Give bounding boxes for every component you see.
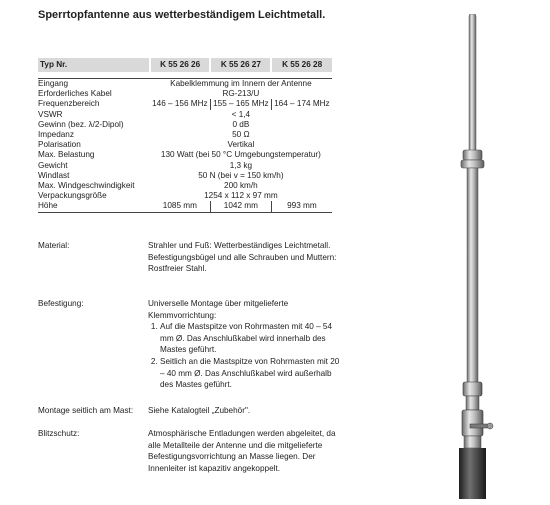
row-value: < 1,4: [231, 109, 251, 119]
material-text-1: Strahler und Fuß: Wetterbeständiges Leichtmetall.: [148, 241, 331, 250]
row-value: 993 mm: [271, 201, 332, 212]
befestigung-list: [148, 321, 343, 391]
row-value: Kabelklemmung im Innern der Antenne: [150, 79, 332, 90]
row-label: Polarisation: [38, 140, 81, 150]
header-model-2: K 55 26 27: [210, 58, 271, 72]
table-row: [38, 140, 332, 150]
row-value: Vertikal: [227, 140, 255, 150]
blitzschutz-label: Blitzschutz:: [38, 429, 80, 438]
table-row: [38, 191, 332, 201]
row-value: 155 – 165 MHz: [210, 99, 271, 109]
row-value: 1,3 kg: [229, 160, 253, 170]
blitzschutz-text: Atmosphärische Entladungen werden abgeleitet, da alle Metallteile der Antenne und die mitgelieferte Befestigungsvorrichtung an Masse liegen. Der Innenleiter ist kapazitiv angekoppelt.: [148, 429, 336, 473]
row-label: Eingang: [38, 79, 150, 90]
row-label: Höhe: [38, 201, 150, 212]
table-row: [38, 150, 332, 160]
row-label: Frequenzbereich: [38, 99, 100, 109]
table-row: [38, 130, 332, 140]
row-value: 1254 x 112 x 97 mm: [204, 191, 278, 201]
row-value: 1085 mm: [150, 201, 211, 212]
header-type: Typ Nr.: [38, 58, 150, 72]
row-value: 50 N (bei v = 150 km/h): [198, 170, 284, 180]
material-label: Material:: [38, 241, 70, 250]
row-value: 130 Watt (bei 50 °C Umgebungstemperatur): [160, 150, 321, 160]
row-value: 50 Ω: [232, 130, 250, 140]
row-value: 164 – 174 MHz: [271, 99, 332, 109]
header-model-1: K 55 26 26: [150, 58, 211, 72]
row-label: Impedanz: [38, 130, 74, 140]
row-label: Verpackungsgröße: [38, 191, 107, 201]
table-row: [38, 110, 332, 120]
table-row: [38, 89, 332, 99]
row-label: VSWR: [38, 109, 63, 119]
table-row: [38, 171, 332, 181]
table-row: [38, 79, 332, 90]
table-row: [38, 201, 332, 212]
list-item: 1. Auf die Mastspitze von Rohrmasten mit 40 – 54 mm Ø. Das Anschlußkabel wird innerhalb des Mastes geführt.: [160, 321, 343, 356]
spec-table: [38, 58, 332, 213]
table-row: [38, 161, 332, 171]
antenna-image: [440, 14, 510, 499]
header-model-3: K 55 26 28: [271, 58, 332, 72]
row-value: 0 dB: [232, 119, 250, 129]
row-value: 1042 mm: [210, 201, 271, 212]
row-value: 146 – 156 MHz: [152, 99, 208, 109]
page-title: Sperrtopfantenne aus wetterbeständigem Leichtmetall.: [38, 9, 326, 21]
row-label: Gewicht: [38, 160, 68, 170]
row-label: Gewinn (bez. λ/2-Dipol): [38, 119, 124, 129]
row-value: RG-213/U: [222, 89, 260, 99]
montage-text: Siehe Katalogteil „Zubehör".: [148, 406, 251, 415]
table-row: [38, 181, 332, 191]
montage-label: Montage seitlich am Mast:: [38, 406, 134, 415]
list-item: 2. Seitlich an die Mastspitze von Rohrmasten mit 20 – 40 mm Ø. Das Anschlußkabel wird außerhalb des Mastes geführt.: [160, 356, 343, 391]
row-label: Max. Belastung: [38, 150, 95, 160]
befestigung-label: Befestigung:: [38, 299, 84, 308]
befestigung-intro: Universelle Montage über mitgelieferte Klemmvorrichtung:: [148, 299, 289, 320]
row-value: 200 km/h: [224, 181, 258, 191]
material-text-2: Befestigungsbügel und alle Schrauben und Muttern: Rostfreier Stahl.: [148, 252, 337, 274]
row-label: Erforderliches Kabel: [38, 89, 112, 99]
table-row: [38, 99, 332, 109]
table-row: [38, 120, 332, 130]
row-label: Max. Windgeschwindigkeit: [38, 181, 135, 191]
row-label: Windlast: [38, 170, 70, 180]
table-header-row: [38, 58, 332, 72]
